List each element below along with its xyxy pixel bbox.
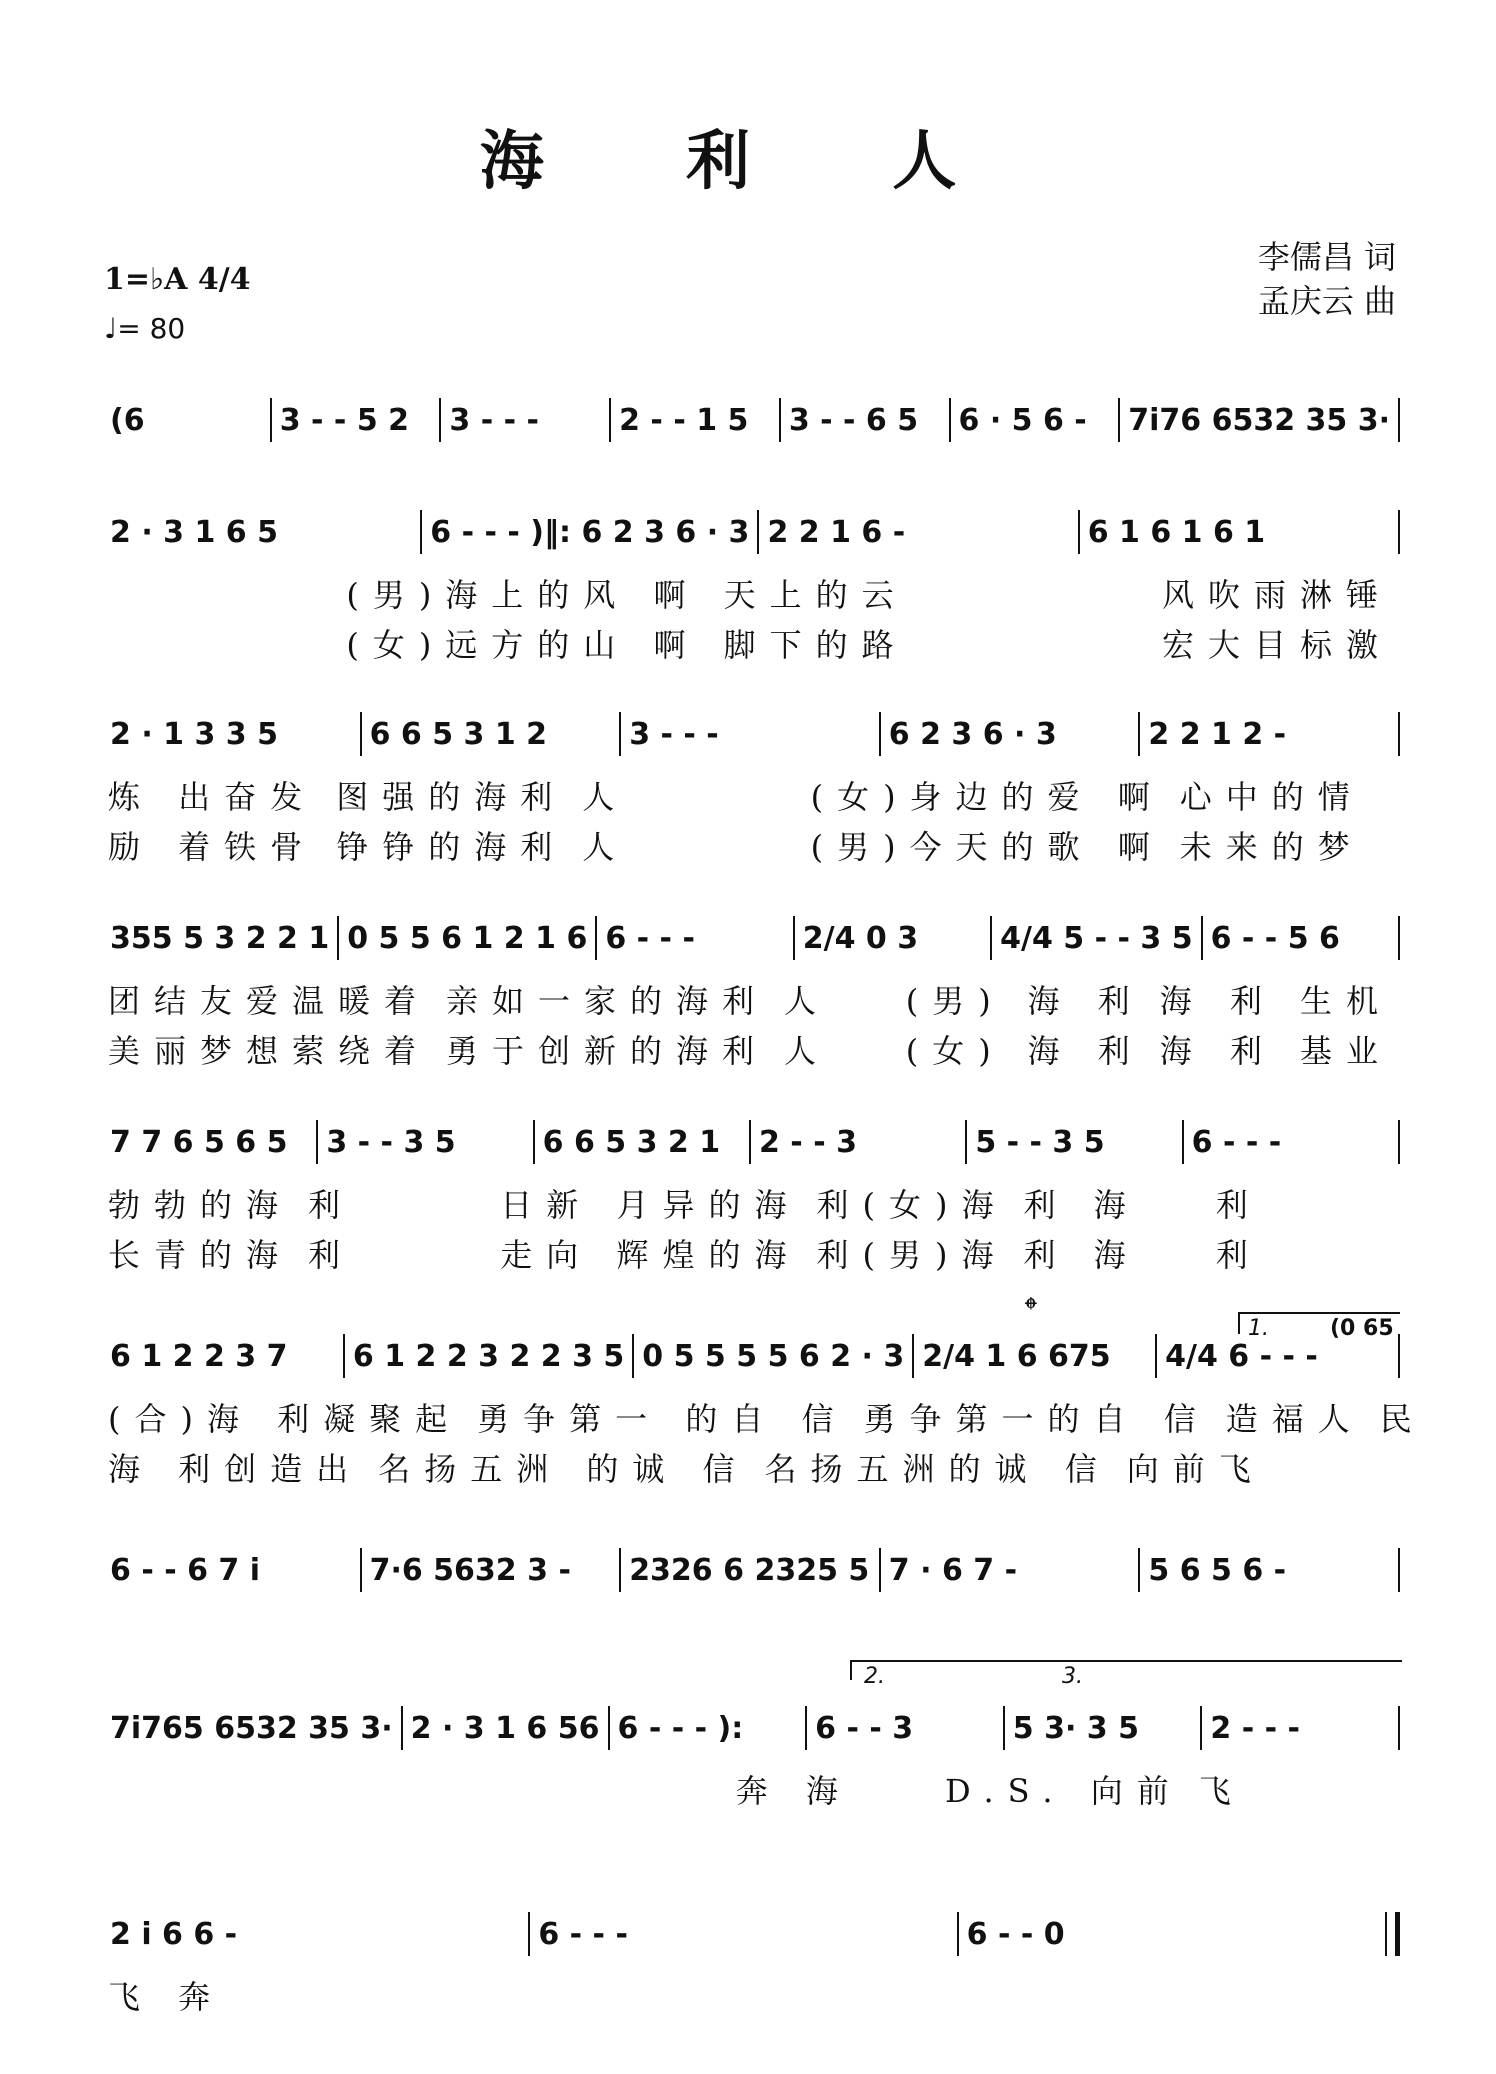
measure: 6 1 2 2 3 7	[110, 1338, 288, 1374]
measure: 3 - - 6 5	[788, 402, 919, 438]
volta-bracket-1	[1238, 1312, 1400, 1341]
measure: 3 - - -	[449, 402, 539, 438]
lyric-segment: (合)海 利凝聚起	[108, 1400, 462, 1438]
lyric-segment: 亲如一家的海利	[446, 982, 769, 1020]
lyric-segment: 铮铮的海利	[336, 828, 567, 866]
lyric-segment: 造福人	[1225, 1400, 1364, 1438]
music-system	[100, 398, 1400, 442]
measure: 6 - - - )‖: 6 2 3 6 · 3	[430, 514, 750, 550]
lyric-segment: 海 利 生机	[1159, 982, 1393, 1020]
lyric-segment: 未来的梦	[1179, 828, 1364, 866]
barline	[1398, 712, 1400, 756]
barline	[1398, 1548, 1400, 1592]
barline	[1398, 1334, 1400, 1378]
measure: 5 3· 3 5	[1012, 1710, 1139, 1746]
measure: 4/4 6 - - -	[1165, 1338, 1318, 1374]
lyric-segment: 飞	[1198, 1772, 1245, 1810]
measure: 4/4 5 - - 3 5	[1000, 920, 1193, 956]
lyric-segment	[916, 620, 1154, 666]
lyric-segment	[100, 1766, 309, 1812]
barline	[1398, 1706, 1400, 1750]
volta-bracket-2	[850, 1660, 1402, 1689]
lyric-segment: 飞 奔	[108, 1978, 225, 2016]
lyricist-credit: 李儒昌 词	[1257, 238, 1396, 276]
measure: 2 i 6 6 -	[110, 1916, 238, 1952]
lyric-segment: 图强的海利	[336, 778, 567, 816]
lyric-segment: 炼 出奋发	[108, 778, 317, 816]
lyric-segment	[100, 570, 338, 616]
measure: 5 6 5 6 -	[1148, 1552, 1287, 1588]
measure: 7 7 6 5 6 5	[110, 1124, 288, 1160]
lyric-segment: 利(男)海	[816, 1236, 1008, 1274]
measure: 6 2 3 6 · 3	[888, 716, 1057, 752]
measure: 2 2 1 2 -	[1148, 716, 1287, 752]
measure: 6 - - 6 7 i	[110, 1552, 261, 1588]
lyric-segment	[309, 1766, 518, 1812]
lyric-segment: 向前飞	[1126, 1450, 1265, 1488]
music-system	[100, 712, 1400, 756]
measure: 6 - - -	[1191, 1124, 1282, 1160]
coda-icon: 𝄌	[1025, 1290, 1037, 1330]
measure: 6 1 6 1 6 1	[1087, 514, 1266, 550]
measure: 3 - - 3 5	[326, 1124, 456, 1160]
lyric-segment: 利	[308, 1236, 355, 1274]
lyric-segment: 勃勃的海	[108, 1186, 293, 1224]
measure: 355 5 3 2 2 1	[110, 920, 330, 956]
measure: 0 5 5 5 5 6 2 · 3	[642, 1338, 905, 1374]
tempo-marking: ♩= 80	[104, 312, 186, 345]
lyric-segment: (女)	[905, 1032, 1005, 1070]
lyric-segment: 长青的海	[108, 1236, 293, 1274]
lyric-segment: 宏大目标激	[1161, 626, 1392, 664]
lyric-line	[100, 1180, 1400, 1226]
music-system	[100, 1120, 1400, 1164]
measure: 3 - - -	[629, 716, 719, 752]
measure: 6 1 2 2 3 2 2 3 5	[352, 1338, 625, 1374]
measure: 2 · 3 1 6 5	[110, 514, 278, 550]
music-system	[100, 1548, 1400, 1592]
lyric-line	[100, 620, 1400, 666]
measure: 6 - - 5 6	[1210, 920, 1340, 956]
lyric-line	[100, 1972, 1400, 2018]
measure: 3 - - 5 2	[279, 402, 410, 438]
measure: 2 · 3 1 6 56	[410, 1710, 600, 1746]
measure: 2326 6 2325 5	[629, 1552, 870, 1588]
lyric-segment: 利	[1215, 1236, 1262, 1274]
lyric-segment	[916, 570, 1154, 616]
music-system	[100, 1334, 1400, 1378]
measure: 6 · 5 6 -	[958, 402, 1087, 438]
measure: 2/4 0 3	[802, 920, 919, 956]
lyric-segment: 心中的情	[1179, 778, 1364, 816]
barline	[1398, 510, 1400, 554]
lyric-segment: 勇争第一的自 信	[863, 1400, 1210, 1438]
lyric-segment: (女)身边的爱 啊	[810, 778, 1164, 816]
lyric-segment: 海 利创造出	[108, 1450, 363, 1488]
lyric-line	[100, 976, 1400, 1022]
lyric-line	[100, 1766, 1400, 1812]
lyric-line	[100, 822, 1400, 868]
music-system	[100, 1912, 1400, 1956]
measure: 6 - - -	[605, 920, 695, 956]
lyric-segment: 团结友爱温暖着	[108, 982, 431, 1020]
lyric-segment: 人	[784, 982, 831, 1020]
lyric-segment: 日新 月异的海	[500, 1186, 801, 1224]
measure: 6 - - 3	[815, 1710, 914, 1746]
measure: 0 5 5 6 1 2 1 6	[347, 920, 588, 956]
music-system	[100, 1706, 1400, 1750]
measure: 2 - - 1 5	[619, 402, 749, 438]
lyric-segment: 人	[582, 828, 629, 866]
music-system	[100, 510, 1400, 554]
measure: 2/4 1 6 675	[922, 1338, 1111, 1374]
measure: 6 6 5 3 2 1	[542, 1124, 721, 1160]
lyric-segment: (男)海上的风 啊 天上的云	[346, 576, 908, 614]
lyric-segment: 走向 辉煌的海	[500, 1236, 801, 1274]
measure: 7i76 6532 35 3·	[1128, 402, 1390, 438]
measure: 6 - - - ):	[617, 1710, 744, 1746]
lyric-segment: D.S. 向前	[944, 1772, 1183, 1810]
lyric-segment: (男)	[905, 982, 1005, 1020]
measure: (6	[110, 402, 145, 438]
volta-note: (0 65	[1330, 1316, 1394, 1341]
volta-1-label: 1.	[1248, 1316, 1269, 1341]
lyric-segment: 海 利	[1027, 1032, 1144, 1070]
lyric-segment: 励 着铁骨	[108, 828, 317, 866]
lyric-segment	[1273, 1444, 1400, 1490]
measure: 6 - - -	[538, 1916, 628, 1952]
measure: 2 2 1 6 -	[767, 514, 906, 550]
lyric-segment: 名扬五洲 的诚 信	[378, 1450, 749, 1488]
lyric-line	[100, 1026, 1400, 1072]
lyric-line	[100, 772, 1400, 818]
barline	[1398, 398, 1400, 442]
lyric-segment: 名扬五洲的诚 信	[764, 1450, 1111, 1488]
measure: 2 - - 3	[758, 1124, 857, 1160]
lyric-segment: 民	[1379, 1400, 1426, 1438]
lyric-segment: 奔 海	[735, 1772, 852, 1810]
lyric-line	[100, 1394, 1426, 1440]
measure: 5 - - 3 5	[975, 1124, 1105, 1160]
lyric-segment	[100, 620, 338, 666]
barline	[1398, 1120, 1400, 1164]
song-title: 海 利 人	[479, 124, 1017, 199]
lyric-segment	[518, 1766, 727, 1812]
composer-credit: 孟庆云 曲	[1257, 282, 1396, 320]
measure: 6 6 5 3 1 2	[369, 716, 548, 752]
lyric-segment	[533, 1972, 966, 2018]
lyric-segment: 利(女)海	[816, 1186, 1008, 1224]
lyric-segment: 风吹雨淋锤	[1161, 576, 1392, 614]
volta-2-label: 2.	[864, 1664, 885, 1689]
lyric-segment	[967, 1972, 1400, 2018]
lyric-segment: 人	[784, 1032, 831, 1070]
lyric-segment: 利	[308, 1186, 355, 1224]
measure: 7i765 6532 35 3·	[110, 1710, 393, 1746]
lyric-segment: 利	[1215, 1186, 1262, 1224]
lyric-segment: 海 利	[1027, 982, 1144, 1020]
music-system	[100, 916, 1400, 960]
lyric-segment: 勇于创新的海利	[446, 1032, 769, 1070]
measure: 2 · 1 3 3 5	[110, 716, 278, 752]
barline	[1398, 916, 1400, 960]
lyric-segment: 美丽梦想萦绕着	[108, 1032, 431, 1070]
lyric-segment: 人	[582, 778, 629, 816]
lyric-segment: 利 海	[1023, 1186, 1140, 1224]
lyric-segment: (女)远方的山 啊 脚下的路	[346, 626, 908, 664]
measure: 7 · 6 7 -	[888, 1552, 1018, 1588]
key-signature: 1=♭A 4/4	[104, 262, 251, 297]
lyric-segment: 勇争第一 的自 信	[477, 1400, 848, 1438]
lyric-line	[100, 1444, 1400, 1490]
lyric-line	[100, 1230, 1400, 1276]
lyric-segment: 海 利 基业	[1159, 1032, 1393, 1070]
lyric-line	[100, 570, 1400, 616]
volta-3-label: 3.	[1062, 1664, 1083, 1689]
measure: 2 - - -	[1210, 1710, 1300, 1746]
barline	[1385, 1912, 1400, 1956]
lyric-segment: 利 海	[1023, 1236, 1140, 1274]
measure: 7·6 5632 3 -	[369, 1552, 571, 1588]
measure: 6 - - 0	[966, 1916, 1065, 1952]
lyric-segment: (男)今天的歌 啊	[810, 828, 1164, 866]
